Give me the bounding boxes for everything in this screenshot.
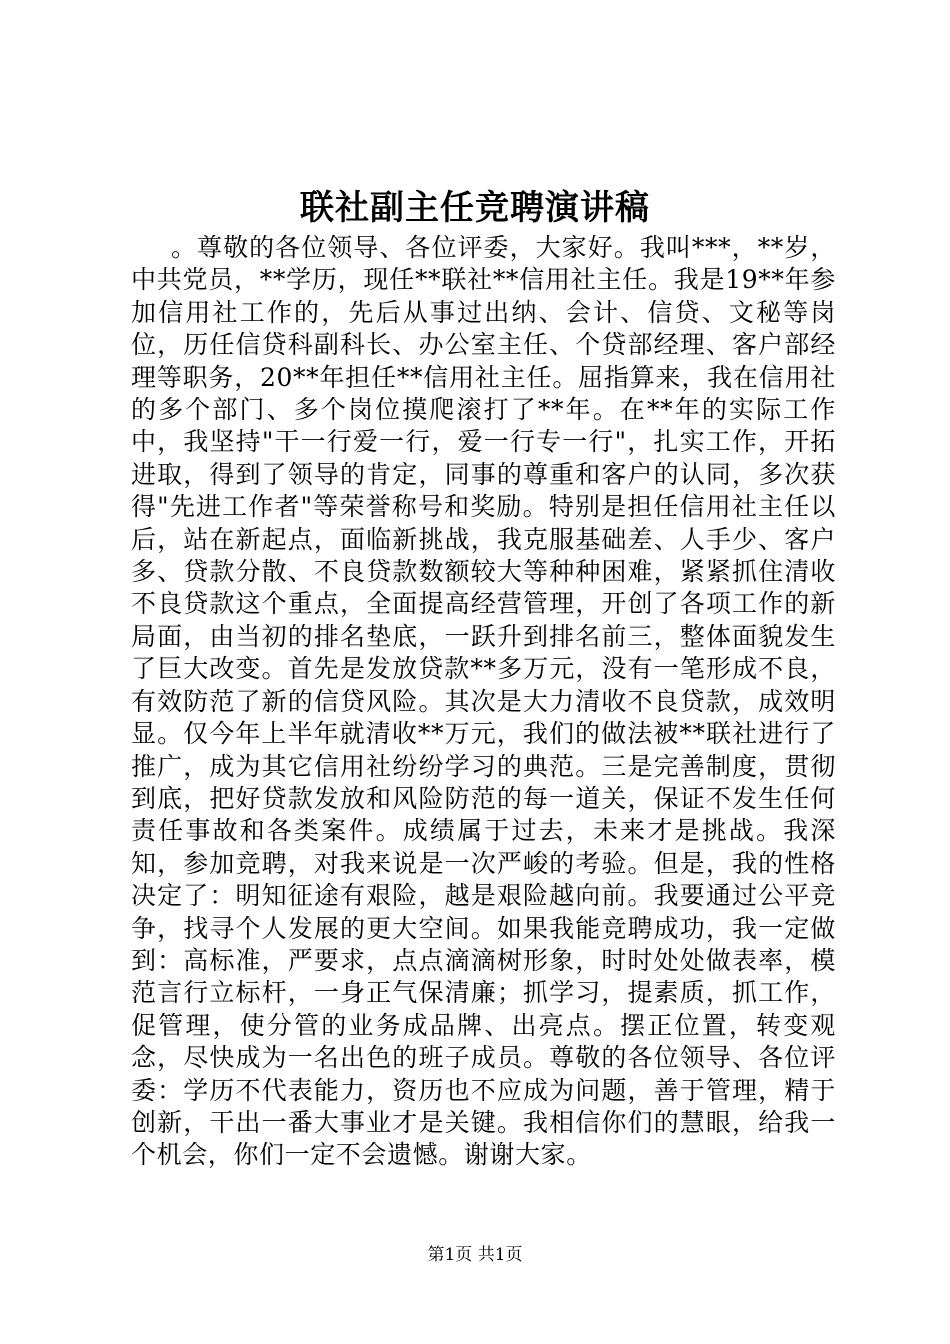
page-number-footer: 第1页 共1页 [427, 1245, 523, 1265]
speech-body-paragraph: 。尊敬的各位领导、各位评委，大家好。我叫***，**岁，中共党员，**学历，现任**联社**信用社主任。我是19**年参加信用社工作的，先后从事过出纳、会计、信贷、文秘等岗位，历任信贷科副科长、办公室主任、个贷部经理、客户部经理等职务，20**年担任**信用社主任。屈指算来，我在信用社的多个部门、多个岗位摸爬滚打了**年。在**年的实际工作中，我坚持"干一行爱一行，爱一行专一行"，扎实工作，开拓进取，得到了领导的肯定，同事的尊重和客户的认同，多次获得"先进工作者"等荣誉称号和奖励。特别是担任信用社主任以后，站在新起点，面临新挑战，我克服基础差、人手少、客户多、贷款分散、不良贷款数额较大等种种困难，紧紧抓住清收不良贷款这个重点，全面提高经营管理，开创了各项工作的新局面，由当初的排名垫底，一跃升到排名前三，整体面貌发生了巨大改变。首先是发放贷款**多万元，没有一笔形成不良，有效防范了新的信贷风险。其次是大力清收不良贷款，成效明显。仅今年上半年就清收**万元，我们的做法被**联社进行了推广，成为其它信用社纷纷学习的典范。三是完善制度，贯彻到底，把好贷款发放和风险防范的每一道关，保证不发生任何责任事故和各类案件。成绩属于过去，未来才是挑战。我深知，参加竞聘，对我来说是一次严峻的考验。但是，我的性格决定了：明知征途有艰险，越是艰险越向前。我要通过公平竞争，找寻个人发展的更大空间。如果我能竞聘成功，我一定做到：高标准，严要求，点点滴滴树形象，时时处处做表率，模范言行立标杆，一身正气保清廉；抓学习，提素质，抓工作，促管理，使分管的业务成品牌、出亮点。摆正位置，转变观念，尽快成为一名出色的班子成员。尊敬的各位领导、各位评委：学历不代表能力，资历也不应成为问题，善于管理，精于创新，干出一番大事业才是关键。我相信你们的慧眼，给我一个机会，你们一定不会遗憾。谢谢大家。 [131, 233, 836, 1170]
document-title: 联社副主任竞聘演讲稿 [300, 188, 650, 228]
